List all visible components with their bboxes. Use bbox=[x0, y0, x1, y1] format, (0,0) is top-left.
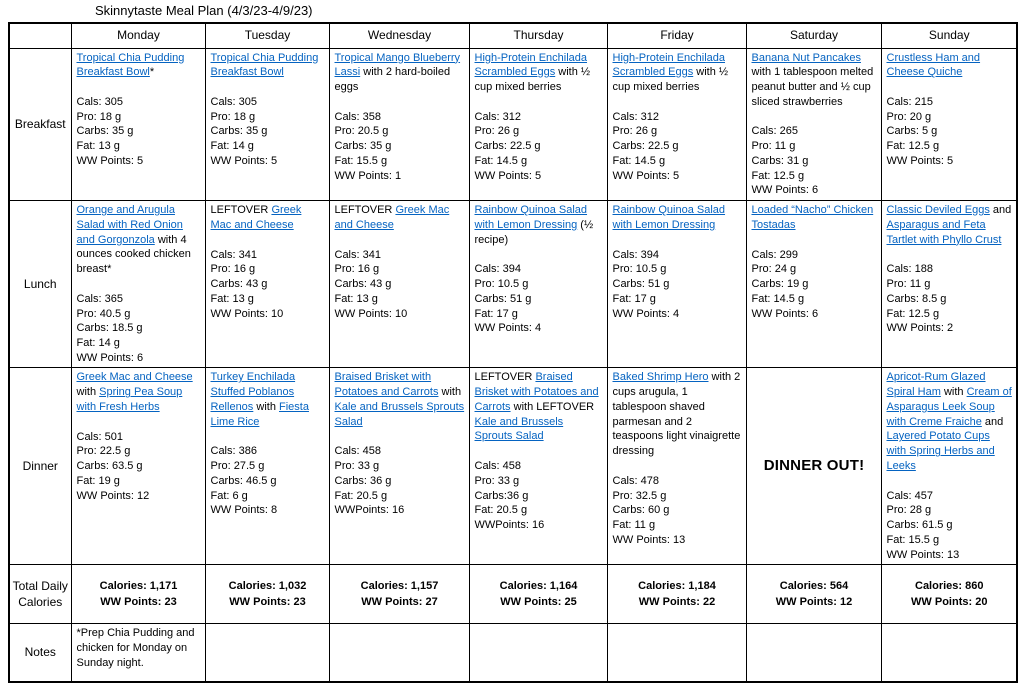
desc-text: with ½ cup mixed berries bbox=[474, 66, 591, 93]
meal-description bbox=[211, 203, 325, 232]
nutrition-line: Cals: 365 bbox=[76, 292, 123, 305]
nutrition-line: Carbs: 35 g bbox=[334, 140, 392, 153]
nutrition-line: Pro: 16 g bbox=[334, 263, 380, 276]
nutrition-line: Pro: 26 g bbox=[474, 125, 520, 138]
nutrition-line: Fat: 14 g bbox=[210, 140, 254, 153]
nutrition-line: Fat: 11 g bbox=[612, 519, 656, 532]
desc-text: with bbox=[940, 386, 967, 399]
lunch-cell-sunday bbox=[881, 201, 1017, 368]
total-cell-tuesday bbox=[205, 565, 329, 624]
meal-description bbox=[752, 51, 877, 110]
meal-description bbox=[335, 51, 465, 95]
nutrition-stats bbox=[211, 95, 325, 169]
meal-plan-table bbox=[8, 22, 1018, 683]
nutrition-line: Cals: 341 bbox=[210, 248, 257, 261]
note-cell-wednesday bbox=[329, 624, 469, 682]
notes-row bbox=[9, 624, 1017, 682]
nutrition-line: Fat: 20.5 g bbox=[334, 489, 388, 502]
note-cell-monday bbox=[71, 624, 205, 682]
desc-text: with 2 cups arugula, 1 tablespoon shaved parmesan and 2 teaspoons light vinaigrette dressing bbox=[612, 371, 741, 458]
desc-text: with 1 tablespoon melted peanut butter and ½ cup sliced strawberries bbox=[751, 66, 874, 108]
desc-text: with LEFTOVER bbox=[510, 400, 595, 413]
nutrition-line: WW Points: 8 bbox=[210, 504, 278, 517]
meal-plan-body bbox=[9, 23, 1017, 682]
nutrition-line: Pro: 10.5 g bbox=[474, 278, 529, 291]
nutrition-line: Cals: 458 bbox=[474, 460, 521, 473]
nutrition-stats bbox=[77, 430, 201, 504]
meal-description bbox=[887, 51, 1013, 80]
nutrition-line: Carbs: 63.5 g bbox=[76, 460, 143, 473]
nutrition-line: Cals: 299 bbox=[751, 248, 798, 261]
nutrition-line: Cals: 501 bbox=[76, 430, 123, 443]
nutrition-line: Fat: 13 g bbox=[76, 140, 120, 153]
desc-text: LEFTOVER bbox=[334, 204, 396, 217]
nutrition-line: Fat: 14 g bbox=[76, 336, 120, 349]
recipe-link[interactable]: Baked Shrimp Hero bbox=[612, 371, 709, 384]
nutrition-stats bbox=[752, 248, 877, 322]
total-cell-sunday bbox=[881, 565, 1017, 624]
nutrition-line: Cals: 341 bbox=[334, 248, 381, 261]
meal-description bbox=[211, 51, 325, 80]
nutrition-line: Carbs: 35 g bbox=[210, 125, 268, 138]
recipe-link[interactable]: Loaded “Nacho” Chicken Tostadas bbox=[751, 204, 874, 231]
nutrition-line: WWPoints: 16 bbox=[474, 519, 545, 532]
nutrition-stats bbox=[613, 474, 742, 548]
nutrition-line: Fat: 14.5 g bbox=[751, 292, 805, 305]
recipe-link[interactable]: Layered Potato Cups with Spring Herbs and Leeks bbox=[886, 430, 995, 472]
nutrition-line: Cals: 458 bbox=[334, 445, 381, 458]
nutrition-line: Carbs: 19 g bbox=[751, 278, 809, 291]
dinner-cell-sunday bbox=[881, 368, 1017, 565]
nutrition-line: WW Points: 5 bbox=[76, 154, 144, 167]
breakfast-cell-wednesday bbox=[329, 48, 469, 201]
meal-description bbox=[335, 203, 465, 232]
dinner-row bbox=[9, 368, 1017, 565]
recipe-link[interactable]: Crustless Ham and Cheese Quiche bbox=[886, 51, 981, 79]
lunch-cell-saturday bbox=[746, 201, 881, 368]
nutrition-line: Fat: 20.5 g bbox=[474, 504, 528, 517]
total-calories: Calories: 1,164 bbox=[499, 579, 578, 592]
row-label-lunch: Lunch bbox=[9, 201, 71, 368]
recipe-link[interactable]: Greek Mac and Cheese bbox=[210, 204, 302, 231]
total-cell-saturday bbox=[746, 565, 881, 624]
row-label-dinner: Dinner bbox=[9, 368, 71, 565]
nutrition-line: Fat: 12.5 g bbox=[886, 140, 940, 153]
nutrition-line: Cals: 305 bbox=[76, 95, 123, 108]
recipe-link[interactable]: Tropical Chia Pudding Breakfast Bowl bbox=[210, 51, 319, 79]
nutrition-line: WWPoints: 16 bbox=[334, 504, 405, 517]
nutrition-line: Fat: 12.5 g bbox=[751, 169, 805, 182]
nutrition-line: Carbs: 61.5 g bbox=[886, 519, 953, 532]
nutrition-line: Pro: 20 g bbox=[886, 110, 932, 123]
total-calories: Calories: 1,171 bbox=[99, 579, 178, 592]
nutrition-stats bbox=[475, 262, 603, 336]
breakfast-cell-sunday bbox=[881, 48, 1017, 201]
breakfast-cell-tuesday bbox=[205, 48, 329, 201]
header-row bbox=[9, 23, 1017, 48]
totals-row bbox=[9, 565, 1017, 624]
nutrition-line: Carbs: 18.5 g bbox=[76, 322, 143, 335]
dinner-cell-thursday bbox=[469, 368, 607, 565]
lunch-cell-friday bbox=[607, 201, 746, 368]
nutrition-line: Carbs: 60 g bbox=[612, 504, 670, 517]
nutrition-line: WW Points: 5 bbox=[612, 169, 680, 182]
nutrition-stats bbox=[887, 95, 1013, 169]
nutrition-line: Carbs: 22.5 g bbox=[474, 140, 541, 153]
total-ww-points: WW Points: 22 bbox=[638, 596, 716, 609]
nutrition-stats bbox=[211, 444, 325, 518]
dinner-cell-wednesday bbox=[329, 368, 469, 565]
nutrition-line: WW Points: 10 bbox=[210, 307, 284, 320]
nutrition-stats bbox=[887, 262, 1013, 336]
total-calories: Calories: 1,032 bbox=[228, 579, 307, 592]
meal-description bbox=[613, 51, 742, 95]
breakfast-cell-friday bbox=[607, 48, 746, 201]
meal-description bbox=[77, 203, 201, 277]
nutrition-line: Cals: 358 bbox=[334, 110, 381, 123]
recipe-link[interactable]: Turkey Enchilada Stuffed Poblanos Rellenos bbox=[210, 371, 296, 413]
nutrition-line: Pro: 27.5 g bbox=[210, 460, 265, 473]
nutrition-line: WW Points: 4 bbox=[612, 307, 680, 320]
note-cell-saturday bbox=[746, 624, 881, 682]
day-header-saturday: Saturday bbox=[746, 23, 881, 48]
lunch-cell-thursday bbox=[469, 201, 607, 368]
meal-description bbox=[613, 370, 742, 458]
recipe-link[interactable]: Braised Brisket with Potatoes and Carrots bbox=[334, 371, 439, 399]
note-cell-friday bbox=[607, 624, 746, 682]
nutrition-line: WW Points: 12 bbox=[76, 489, 150, 502]
nutrition-line: Pro: 24 g bbox=[751, 263, 797, 276]
nutrition-line: Fat: 12.5 g bbox=[886, 307, 940, 320]
dinner-cell-tuesday bbox=[205, 368, 329, 565]
dinner-cell-saturday bbox=[746, 368, 881, 565]
nutrition-stats bbox=[77, 95, 201, 169]
nutrition-line: Cals: 394 bbox=[612, 248, 659, 261]
day-header-thursday: Thursday bbox=[469, 23, 607, 48]
nutrition-line: WW Points: 6 bbox=[751, 307, 819, 320]
nutrition-line: WW Points: 10 bbox=[334, 307, 408, 320]
day-header-friday: Friday bbox=[607, 23, 746, 48]
nutrition-line: Cals: 312 bbox=[474, 110, 521, 123]
recipe-link[interactable]: Tropical Chia Pudding Breakfast Bowl bbox=[76, 51, 185, 79]
nutrition-line: Pro: 16 g bbox=[210, 263, 256, 276]
desc-text: with 2 hard-boiled eggs bbox=[334, 66, 451, 93]
nutrition-line: WW Points: 5 bbox=[886, 154, 954, 167]
nutrition-line: Fat: 6 g bbox=[210, 489, 248, 502]
nutrition-line: Cals: 312 bbox=[612, 110, 659, 123]
recipe-link[interactable]: Greek Mac and Cheese bbox=[76, 371, 193, 384]
day-header-sunday: Sunday bbox=[881, 23, 1017, 48]
breakfast-cell-monday bbox=[71, 48, 205, 201]
desc-text: with 4 ounces cooked chicken breast* bbox=[76, 233, 191, 276]
nutrition-line: Pro: 28 g bbox=[886, 504, 932, 517]
desc-text: with ½ cup mixed berries bbox=[612, 66, 729, 93]
nutrition-line: Fat: 13 g bbox=[210, 292, 254, 305]
nutrition-line: Carbs: 43 g bbox=[334, 278, 392, 291]
nutrition-line: Pro: 11 g bbox=[751, 140, 796, 153]
nutrition-line: Fat: 14.5 g bbox=[474, 154, 528, 167]
day-header-monday: Monday bbox=[71, 23, 205, 48]
nutrition-line: Carbs: 46.5 g bbox=[210, 474, 277, 487]
desc-text: and bbox=[989, 204, 1012, 217]
nutrition-line: Fat: 17 g bbox=[612, 292, 656, 305]
meal-description bbox=[335, 370, 465, 429]
total-ww-points: WW Points: 23 bbox=[100, 596, 177, 609]
meal-description bbox=[475, 51, 603, 95]
note-cell-tuesday bbox=[205, 624, 329, 682]
total-calories: Calories: 860 bbox=[915, 579, 984, 592]
desc-text: with bbox=[438, 386, 462, 399]
recipe-link[interactable]: Kale and Brussels Sprouts Salad bbox=[474, 415, 564, 443]
nutrition-line: Pro: 20.5 g bbox=[334, 125, 389, 138]
nutrition-line: Carbs: 8.5 g bbox=[886, 292, 947, 305]
dinner-out-text: DINNER OUT! bbox=[763, 457, 865, 475]
total-calories: Calories: 1,184 bbox=[638, 579, 716, 592]
recipe-link[interactable]: Tropical Mango Blueberry Lassi bbox=[334, 51, 461, 79]
meal-description bbox=[752, 203, 877, 232]
nutrition-line: Carbs: 51 g bbox=[474, 292, 532, 305]
nutrition-line: Pro: 22.5 g bbox=[76, 445, 131, 458]
meal-description bbox=[475, 203, 603, 247]
total-cell-wednesday bbox=[329, 565, 469, 624]
nutrition-stats bbox=[887, 489, 1013, 563]
day-header-tuesday: Tuesday bbox=[205, 23, 329, 48]
desc-text: LEFTOVER bbox=[210, 204, 272, 217]
total-cell-friday bbox=[607, 565, 746, 624]
recipe-link[interactable]: High-Protein Enchilada Scrambled Eggs bbox=[612, 51, 726, 79]
total-ww-points: WW Points: 20 bbox=[911, 596, 988, 609]
nutrition-line: WW Points: 13 bbox=[886, 548, 960, 561]
lunch-cell-tuesday bbox=[205, 201, 329, 368]
nutrition-line: Cals: 188 bbox=[886, 263, 933, 276]
nutrition-line: Pro: 18 g bbox=[76, 110, 122, 123]
desc-text: (½ recipe) bbox=[474, 218, 594, 246]
nutrition-stats bbox=[211, 248, 325, 322]
breakfast-row bbox=[9, 48, 1017, 201]
total-cell-thursday bbox=[469, 565, 607, 624]
meal-description bbox=[613, 203, 742, 232]
recipe-link[interactable]: High-Protein Enchilada Scrambled Eggs bbox=[474, 51, 588, 79]
nutrition-line: Cals: 305 bbox=[210, 95, 257, 108]
total-ww-points: WW Points: 25 bbox=[500, 596, 577, 609]
breakfast-cell-saturday bbox=[746, 48, 881, 201]
nutrition-line: Carbs: 43 g bbox=[210, 278, 268, 291]
nutrition-line: Fat: 17 g bbox=[474, 307, 518, 320]
nutrition-stats bbox=[335, 444, 465, 518]
meal-description bbox=[211, 370, 325, 429]
nutrition-line: WW Points: 2 bbox=[886, 322, 954, 335]
nutrition-line: Cals: 457 bbox=[886, 489, 933, 502]
nutrition-line: Cals: 215 bbox=[886, 95, 933, 108]
lunch-row bbox=[9, 201, 1017, 368]
nutrition-line: Pro: 11 g bbox=[886, 278, 931, 291]
nutrition-line: Carbs: 5 g bbox=[886, 125, 938, 138]
recipe-link[interactable]: Fiesta Lime Rice bbox=[210, 400, 309, 428]
nutrition-line: Pro: 18 g bbox=[210, 110, 256, 123]
recipe-link[interactable]: Classic Deviled Eggs bbox=[886, 204, 990, 217]
row-label-breakfast: Breakfast bbox=[9, 48, 71, 201]
nutrition-line: Pro: 40.5 g bbox=[76, 307, 131, 320]
nutrition-line: Carbs: 31 g bbox=[751, 154, 809, 167]
nutrition-line: Carbs: 36 g bbox=[334, 474, 392, 487]
total-calories: Calories: 564 bbox=[779, 579, 849, 592]
breakfast-cell-thursday bbox=[469, 48, 607, 201]
note-text: *Prep Chia Pudding and chicken for Monday on Sunday night. bbox=[76, 627, 195, 669]
total-calories: Calories: 1,157 bbox=[360, 579, 439, 592]
recipe-link[interactable]: Kale and Brussels Sprouts Salad bbox=[334, 400, 465, 428]
desc-text: LEFTOVER bbox=[474, 371, 536, 384]
nutrition-line: Cals: 478 bbox=[612, 474, 659, 487]
total-ww-points: WW Points: 23 bbox=[229, 596, 306, 609]
nutrition-line: WW Points: 5 bbox=[210, 154, 278, 167]
nutrition-stats bbox=[475, 110, 603, 184]
nutrition-line: Pro: 32.5 g bbox=[612, 489, 667, 502]
nutrition-line: Fat: 14.5 g bbox=[612, 154, 666, 167]
dinner-cell-monday bbox=[71, 368, 205, 565]
note-cell-sunday bbox=[881, 624, 1017, 682]
nutrition-stats bbox=[335, 110, 465, 184]
meal-description bbox=[77, 51, 201, 80]
lunch-cell-monday bbox=[71, 201, 205, 368]
recipe-link[interactable]: Rainbow Quinoa Salad with Lemon Dressing bbox=[474, 204, 588, 231]
nutrition-line: Pro: 26 g bbox=[612, 125, 658, 138]
nutrition-line: Pro: 33 g bbox=[474, 474, 520, 487]
nutrition-line: WW Points: 6 bbox=[76, 351, 144, 364]
recipe-link[interactable]: Banana Nut Pancakes bbox=[751, 51, 861, 64]
total-cell-monday bbox=[71, 565, 205, 624]
desc-text: with bbox=[253, 400, 279, 413]
meal-description bbox=[887, 370, 1013, 473]
dinner-cell-friday bbox=[607, 368, 746, 565]
desc-text: * bbox=[149, 66, 155, 79]
meal-description bbox=[475, 370, 603, 444]
nutrition-line: Fat: 19 g bbox=[76, 474, 120, 487]
nutrition-line: WW Points: 1 bbox=[334, 169, 402, 182]
desc-text: with bbox=[76, 386, 100, 399]
nutrition-stats bbox=[475, 459, 603, 533]
recipe-link[interactable]: Orange and Arugula Salad with Red Onion and Gorgonzola bbox=[76, 204, 183, 246]
nutrition-line: WW Points: 4 bbox=[474, 322, 542, 335]
day-header-wednesday: Wednesday bbox=[329, 23, 469, 48]
recipe-link[interactable]: Spring Pea Soup with Fresh Herbs bbox=[76, 386, 183, 413]
meal-description bbox=[887, 203, 1013, 247]
corner-cell bbox=[9, 23, 71, 48]
nutrition-line: Pro: 33 g bbox=[334, 460, 380, 473]
row-label-notes: Notes bbox=[9, 624, 71, 682]
nutrition-line: Fat: 15.5 g bbox=[886, 533, 940, 546]
nutrition-line: Cals: 386 bbox=[210, 445, 257, 458]
meal-description bbox=[77, 370, 201, 414]
nutrition-stats bbox=[335, 248, 465, 322]
nutrition-line: Carbs: 35 g bbox=[76, 125, 134, 138]
total-ww-points: WW Points: 12 bbox=[775, 596, 853, 609]
nutrition-line: WW Points: 6 bbox=[751, 184, 819, 197]
recipe-link[interactable]: Rainbow Quinoa Salad with Lemon Dressing bbox=[612, 204, 726, 231]
nutrition-stats bbox=[613, 248, 742, 322]
recipe-link[interactable]: Cream of Asparagus Leek Soup with Creme Fraiche bbox=[886, 386, 1012, 428]
nutrition-line: Carbs:36 g bbox=[474, 489, 529, 502]
note-cell-thursday bbox=[469, 624, 607, 682]
nutrition-line: Cals: 394 bbox=[474, 263, 521, 276]
nutrition-stats bbox=[752, 124, 877, 198]
nutrition-stats bbox=[77, 292, 201, 366]
nutrition-line: WW Points: 13 bbox=[612, 533, 686, 546]
lunch-cell-wednesday bbox=[329, 201, 469, 368]
recipe-link[interactable]: Apricot-Rum Glazed Spiral Ham bbox=[886, 371, 986, 399]
nutrition-line: Carbs: 22.5 g bbox=[612, 140, 679, 153]
nutrition-stats bbox=[613, 110, 742, 184]
row-label-total: Total Daily Calories bbox=[9, 565, 71, 624]
recipe-link[interactable]: Asparagus and Feta Tartlet with Phyllo Crust bbox=[886, 218, 1002, 246]
nutrition-line: WW Points: 5 bbox=[474, 169, 542, 182]
nutrition-line: Carbs: 51 g bbox=[612, 278, 670, 291]
page-title: Skinnytaste Meal Plan (4/3/23-4/9/23) bbox=[95, 3, 313, 18]
nutrition-line: Fat: 15.5 g bbox=[334, 154, 388, 167]
nutrition-line: Cals: 265 bbox=[751, 125, 798, 138]
total-ww-points: WW Points: 27 bbox=[361, 596, 438, 609]
nutrition-line: Pro: 10.5 g bbox=[612, 263, 667, 276]
recipe-link[interactable]: Braised Brisket with Potatoes and Carrots bbox=[474, 371, 599, 413]
desc-text: and bbox=[981, 415, 1004, 428]
recipe-link[interactable]: Greek Mac and Cheese bbox=[334, 204, 450, 231]
nutrition-line: Fat: 13 g bbox=[334, 292, 378, 305]
